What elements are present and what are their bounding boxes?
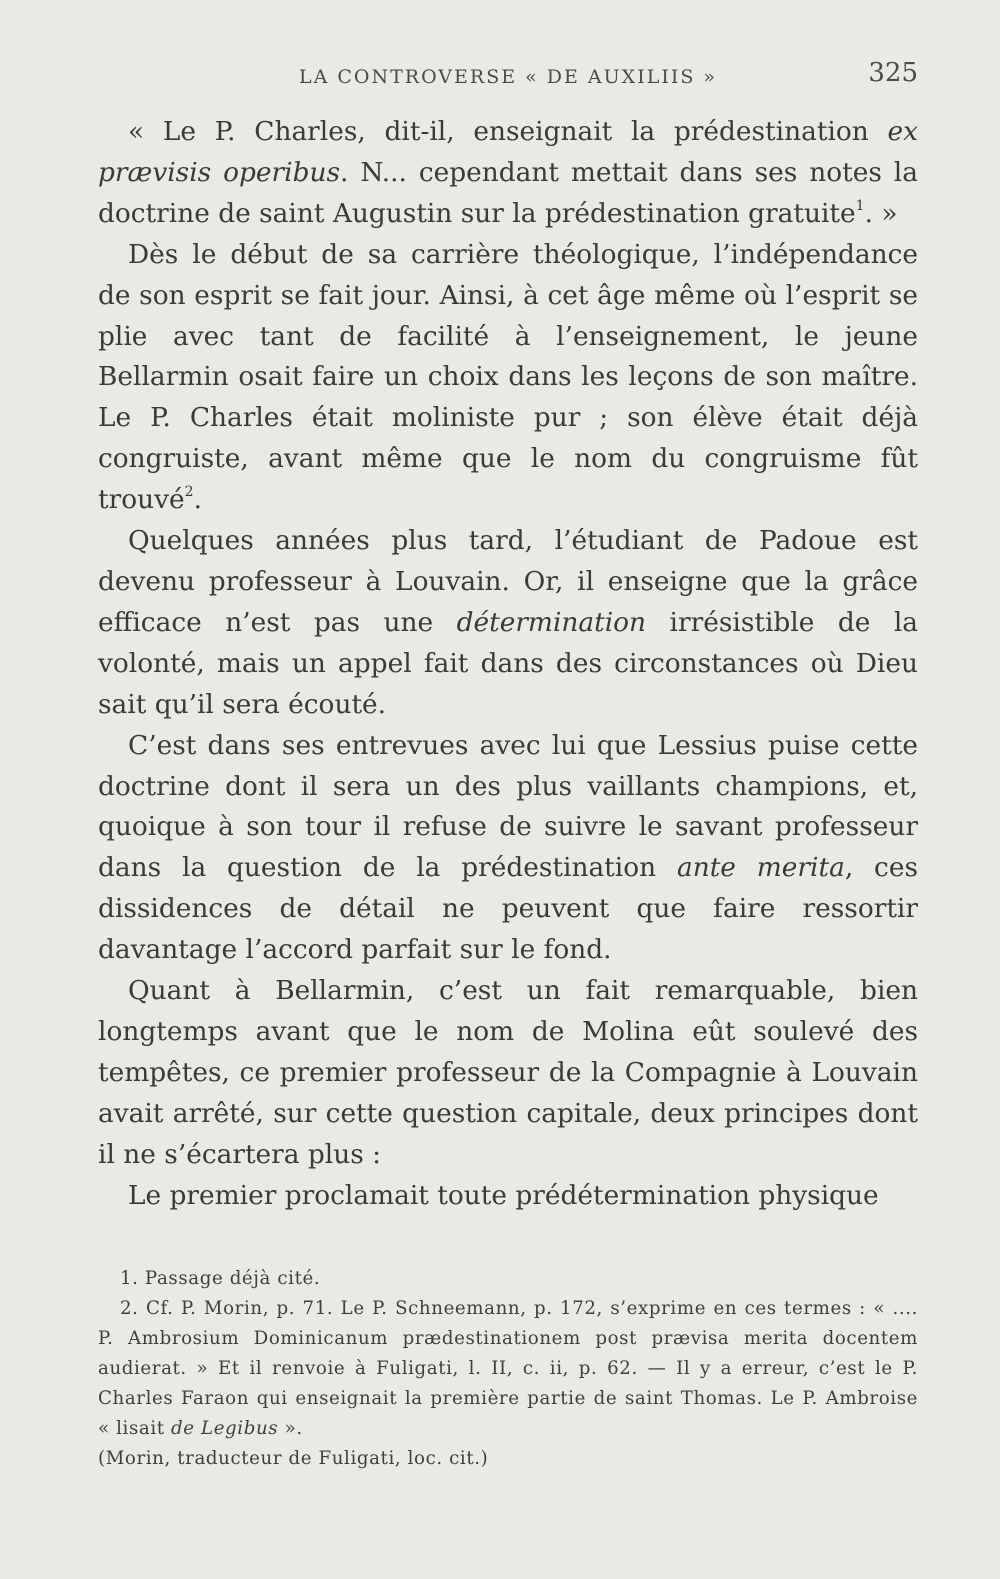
footnote-ref-2: 2 — [184, 484, 194, 501]
paragraph-1-text: « Le P. Charles, dit-il, enseignait la prédestination — [128, 116, 888, 147]
paragraph-1-end: . » — [864, 197, 898, 229]
paragraph-4-italic: ante merita — [676, 852, 845, 884]
paragraph-2 — [98, 235, 918, 521]
paragraph-6: Le premier proclamait toute prédétermination physique — [128, 1179, 879, 1211]
running-title: LA CONTROVERSE « DE AUXILIIS » — [298, 66, 718, 88]
footnote-2-italic: de Legibus — [171, 1418, 279, 1439]
paragraph-3-italic: détermination — [456, 606, 647, 638]
footnote-ref-1: 1 — [855, 198, 865, 215]
footnote-2-text-cont: , p. 62. — Il y a erreur, c’est le P. Charles Faraon qui enseignait la première partie de saint Thomas. Le P. Ambroise « lisait — [98, 1358, 919, 1439]
paragraph-3-text: Quelques années plus tard, l’étudiant de Padoue est devenu professeur à Louvain. Or, il enseigne que la grâce efficace n’est pas une — [98, 525, 918, 638]
paragraph-3-text-cont: irrésistible de la volonté, mais un appel fait dans des circonstances où Dieu sait qu’il sera écouté. — [98, 606, 918, 720]
page-number: 325 — [868, 58, 918, 88]
footnotes — [98, 1264, 918, 1474]
paragraph-4-text-cont: , ces dissidences de détail ne peuvent que faire ressortir davantage l’accord parfait sur le fond. — [98, 852, 918, 966]
paragraph-4-text: C’est dans ses entrevues avec lui que Lessius puise cette doctrine dont il sera un des plus vaillants champions, et, quoique à son tour il refuse de suivre le savant professeur dans la question de la prédestination — [98, 729, 918, 884]
main-text — [98, 112, 918, 1216]
footnote-2-roman: ii — [549, 1358, 563, 1379]
paragraph-2-end: . — [193, 484, 202, 516]
footnote-2-continuation: (Morin, traducteur de Fuligati, loc. cit.) — [98, 1448, 489, 1469]
page-header — [98, 56, 918, 92]
paragraph-2-text: Dès le début de sa carrière théologique, l’indépendance de son esprit se fait jour. Ainsi, à cet âge même où l’esprit se plie avec tant de facilité à l’enseignement, le jeune Bellarmin osait faire un choix dans les leçons de son maître. Le P. Charles était moliniste pur ; son élève était déjà congruiste, avant même que le nom du congruisme fût trouvé — [98, 238, 918, 516]
footnote-2-end: ». — [278, 1418, 303, 1439]
paragraph-1 — [98, 112, 918, 235]
paragraph-1-italic: ex prævisis operibus — [98, 116, 918, 188]
paragraph-5: Quant à Bellarmin, c’est un fait remarquable, bien longtemps avant que le nom de Molina eût soulevé des tempêtes, ce premier professeur de la Compagnie à Louvain avait arrêté, sur cette question capitale, deux principes dont il ne s’écartera plus : — [98, 975, 918, 1170]
footnote-2-text: 2. Cf. P. Morin, p. 71. Le P. Schneemann, p. 172, s’exprime en ces termes : « .... P. Ambrosium Dominicanum prædestinationem post prævisa merita docentem audierat. » Et il renvoie à Fuligati, l. II, c. — [98, 1298, 918, 1379]
footnote-2 — [98, 1294, 918, 1444]
paragraph-4 — [98, 726, 918, 971]
paragraph-1-text-cont: . N... cependant mettait dans ses notes la doctrine de saint Augustin sur la prédestination gratuite — [98, 156, 918, 229]
footnote-1: 1. Passage déjà cité. — [120, 1268, 321, 1289]
paragraph-3 — [98, 521, 918, 726]
